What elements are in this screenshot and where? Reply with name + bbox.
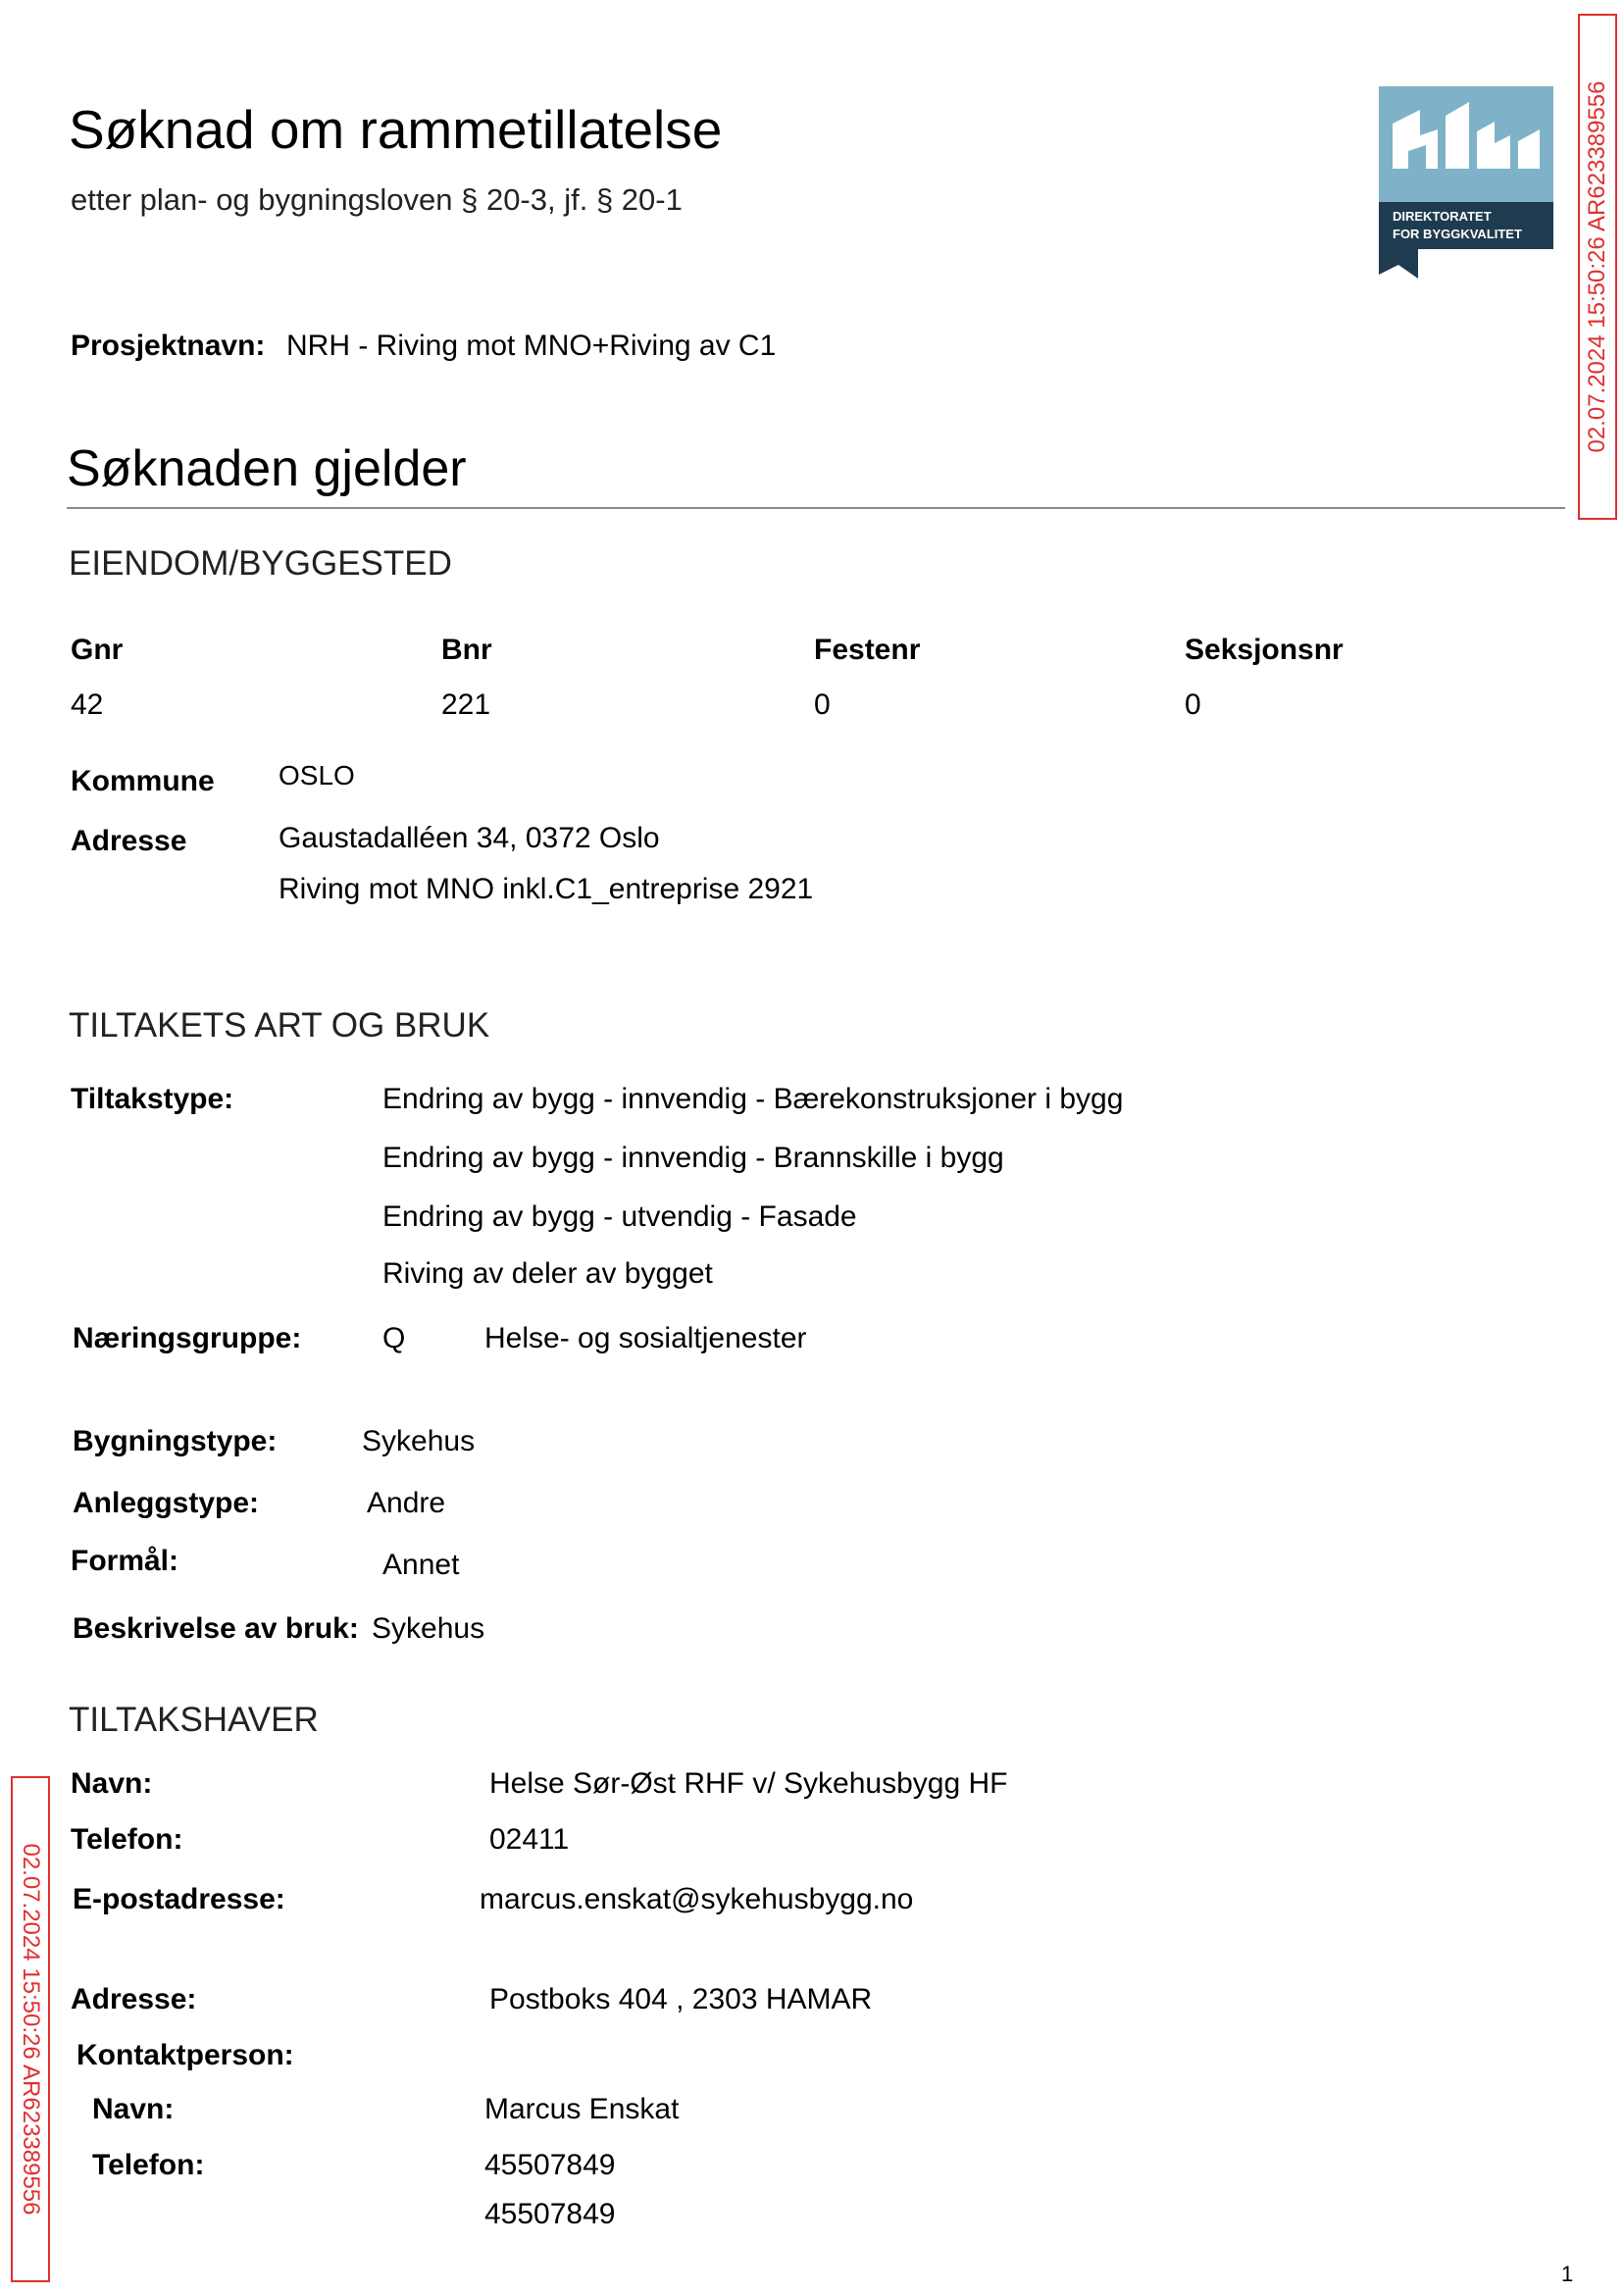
formaal-value: Annet: [382, 1549, 460, 1581]
formaal-label: Formål:: [71, 1545, 179, 1577]
tiltak-heading: TILTAKETS ART OG BRUK: [69, 1006, 490, 1045]
tiltakshaver-epost-label: E-postadresse:: [73, 1883, 285, 1915]
tiltakshaver-heading: TILTAKSHAVER: [69, 1701, 319, 1739]
tiltakshaver-epost: marcus.enskat@sykehusbygg.no: [480, 1883, 914, 1915]
seksjonsnr-label: Seksjonsnr: [1185, 634, 1344, 666]
kontakt-navn: Marcus Enskat: [484, 2093, 680, 2125]
naeringsgruppe-label: Næringsgruppe:: [73, 1322, 302, 1354]
page-number: 1: [1561, 2262, 1574, 2286]
tiltakstype-item: Endring av bygg - innvendig - Brannskille i bygg: [382, 1142, 1004, 1174]
section-divider: [67, 507, 1565, 509]
project-label: Prosjektnavn:: [71, 330, 266, 362]
kontaktperson-label: Kontaktperson:: [76, 2039, 294, 2071]
document-title: Søknad om rammetillatelse: [69, 99, 723, 160]
adresse-label: Adresse: [71, 825, 187, 857]
document-subtitle: etter plan- og bygningsloven § 20-3, jf. § 20-1: [71, 182, 683, 217]
naeringsgruppe-text: Helse- og sosialtjenester: [484, 1322, 807, 1354]
kontakt-telefon-label: Telefon:: [92, 2149, 205, 2181]
bruk-label: Beskrivelse av bruk:: [73, 1612, 359, 1645]
tiltakstype-item: Riving av deler av bygget: [382, 1257, 713, 1290]
gnr-label: Gnr: [71, 634, 124, 666]
kontakt-telefon: 45507849: [484, 2149, 616, 2181]
bruk-value: Sykehus: [372, 1612, 485, 1645]
tiltakshaver-telefon-label: Telefon:: [71, 1823, 183, 1856]
project-value: NRH - Riving mot MNO+Riving av C1: [286, 330, 777, 362]
adresse-line-1: Gaustadalléen 34, 0372 Oslo: [279, 822, 660, 854]
kommune-label: Kommune: [71, 765, 215, 797]
tiltakshaver-navn: Helse Sør-Øst RHF v/ Sykehusbygg HF: [489, 1767, 1008, 1800]
logo-text-line2: FOR BYGGKVALITET: [1393, 227, 1522, 241]
property-heading: EIENDOM/BYGGESTED: [69, 544, 452, 583]
receipt-stamp-left: [11, 1776, 50, 2282]
seksjonsnr-value: 0: [1185, 688, 1201, 721]
kommune-value: OSLO: [279, 760, 355, 790]
kontakt-telefon: 45507849: [484, 2198, 616, 2230]
dibk-logo: [1379, 86, 1553, 279]
anleggstype-label: Anleggstype:: [73, 1487, 260, 1519]
receipt-stamp-text: 02.07.2024 15:50:26 AR623389556: [18, 1843, 44, 2216]
tiltakstype-item: Endring av bygg - innvendig - Bærekonstruksjoner i bygg: [382, 1083, 1124, 1115]
receipt-stamp-right: [1578, 14, 1617, 520]
bnr-value: 221: [441, 688, 491, 721]
bnr-label: Bnr: [441, 634, 492, 666]
receipt-stamp-text: 02.07.2024 15:50:26 AR623389556: [1584, 80, 1610, 453]
adresse-line-2: Riving mot MNO inkl.C1_entreprise 2921: [279, 873, 814, 905]
logo-text-line1: DIREKTORATET: [1393, 209, 1492, 224]
bygningstype-value: Sykehus: [362, 1425, 476, 1457]
anleggstype-value: Andre: [367, 1487, 446, 1519]
naeringsgruppe-code: Q: [382, 1322, 406, 1354]
bygningstype-label: Bygningstype:: [73, 1425, 278, 1457]
tiltakshaver-adresse-label: Adresse:: [71, 1983, 197, 2015]
section-title: Søknaden gjelder: [67, 440, 467, 497]
tiltakshaver-telefon: 02411: [489, 1823, 570, 1856]
tiltakshaver-navn-label: Navn:: [71, 1767, 153, 1800]
tiltakshaver-adresse: Postboks 404 , 2303 HAMAR: [489, 1983, 873, 2015]
gnr-value: 42: [71, 688, 104, 721]
tiltakstype-item: Endring av bygg - utvendig - Fasade: [382, 1200, 857, 1233]
tiltakstype-label: Tiltakstype:: [71, 1083, 234, 1115]
festenr-value: 0: [814, 688, 831, 721]
kontakt-navn-label: Navn:: [92, 2093, 175, 2125]
festenr-label: Festenr: [814, 634, 921, 666]
